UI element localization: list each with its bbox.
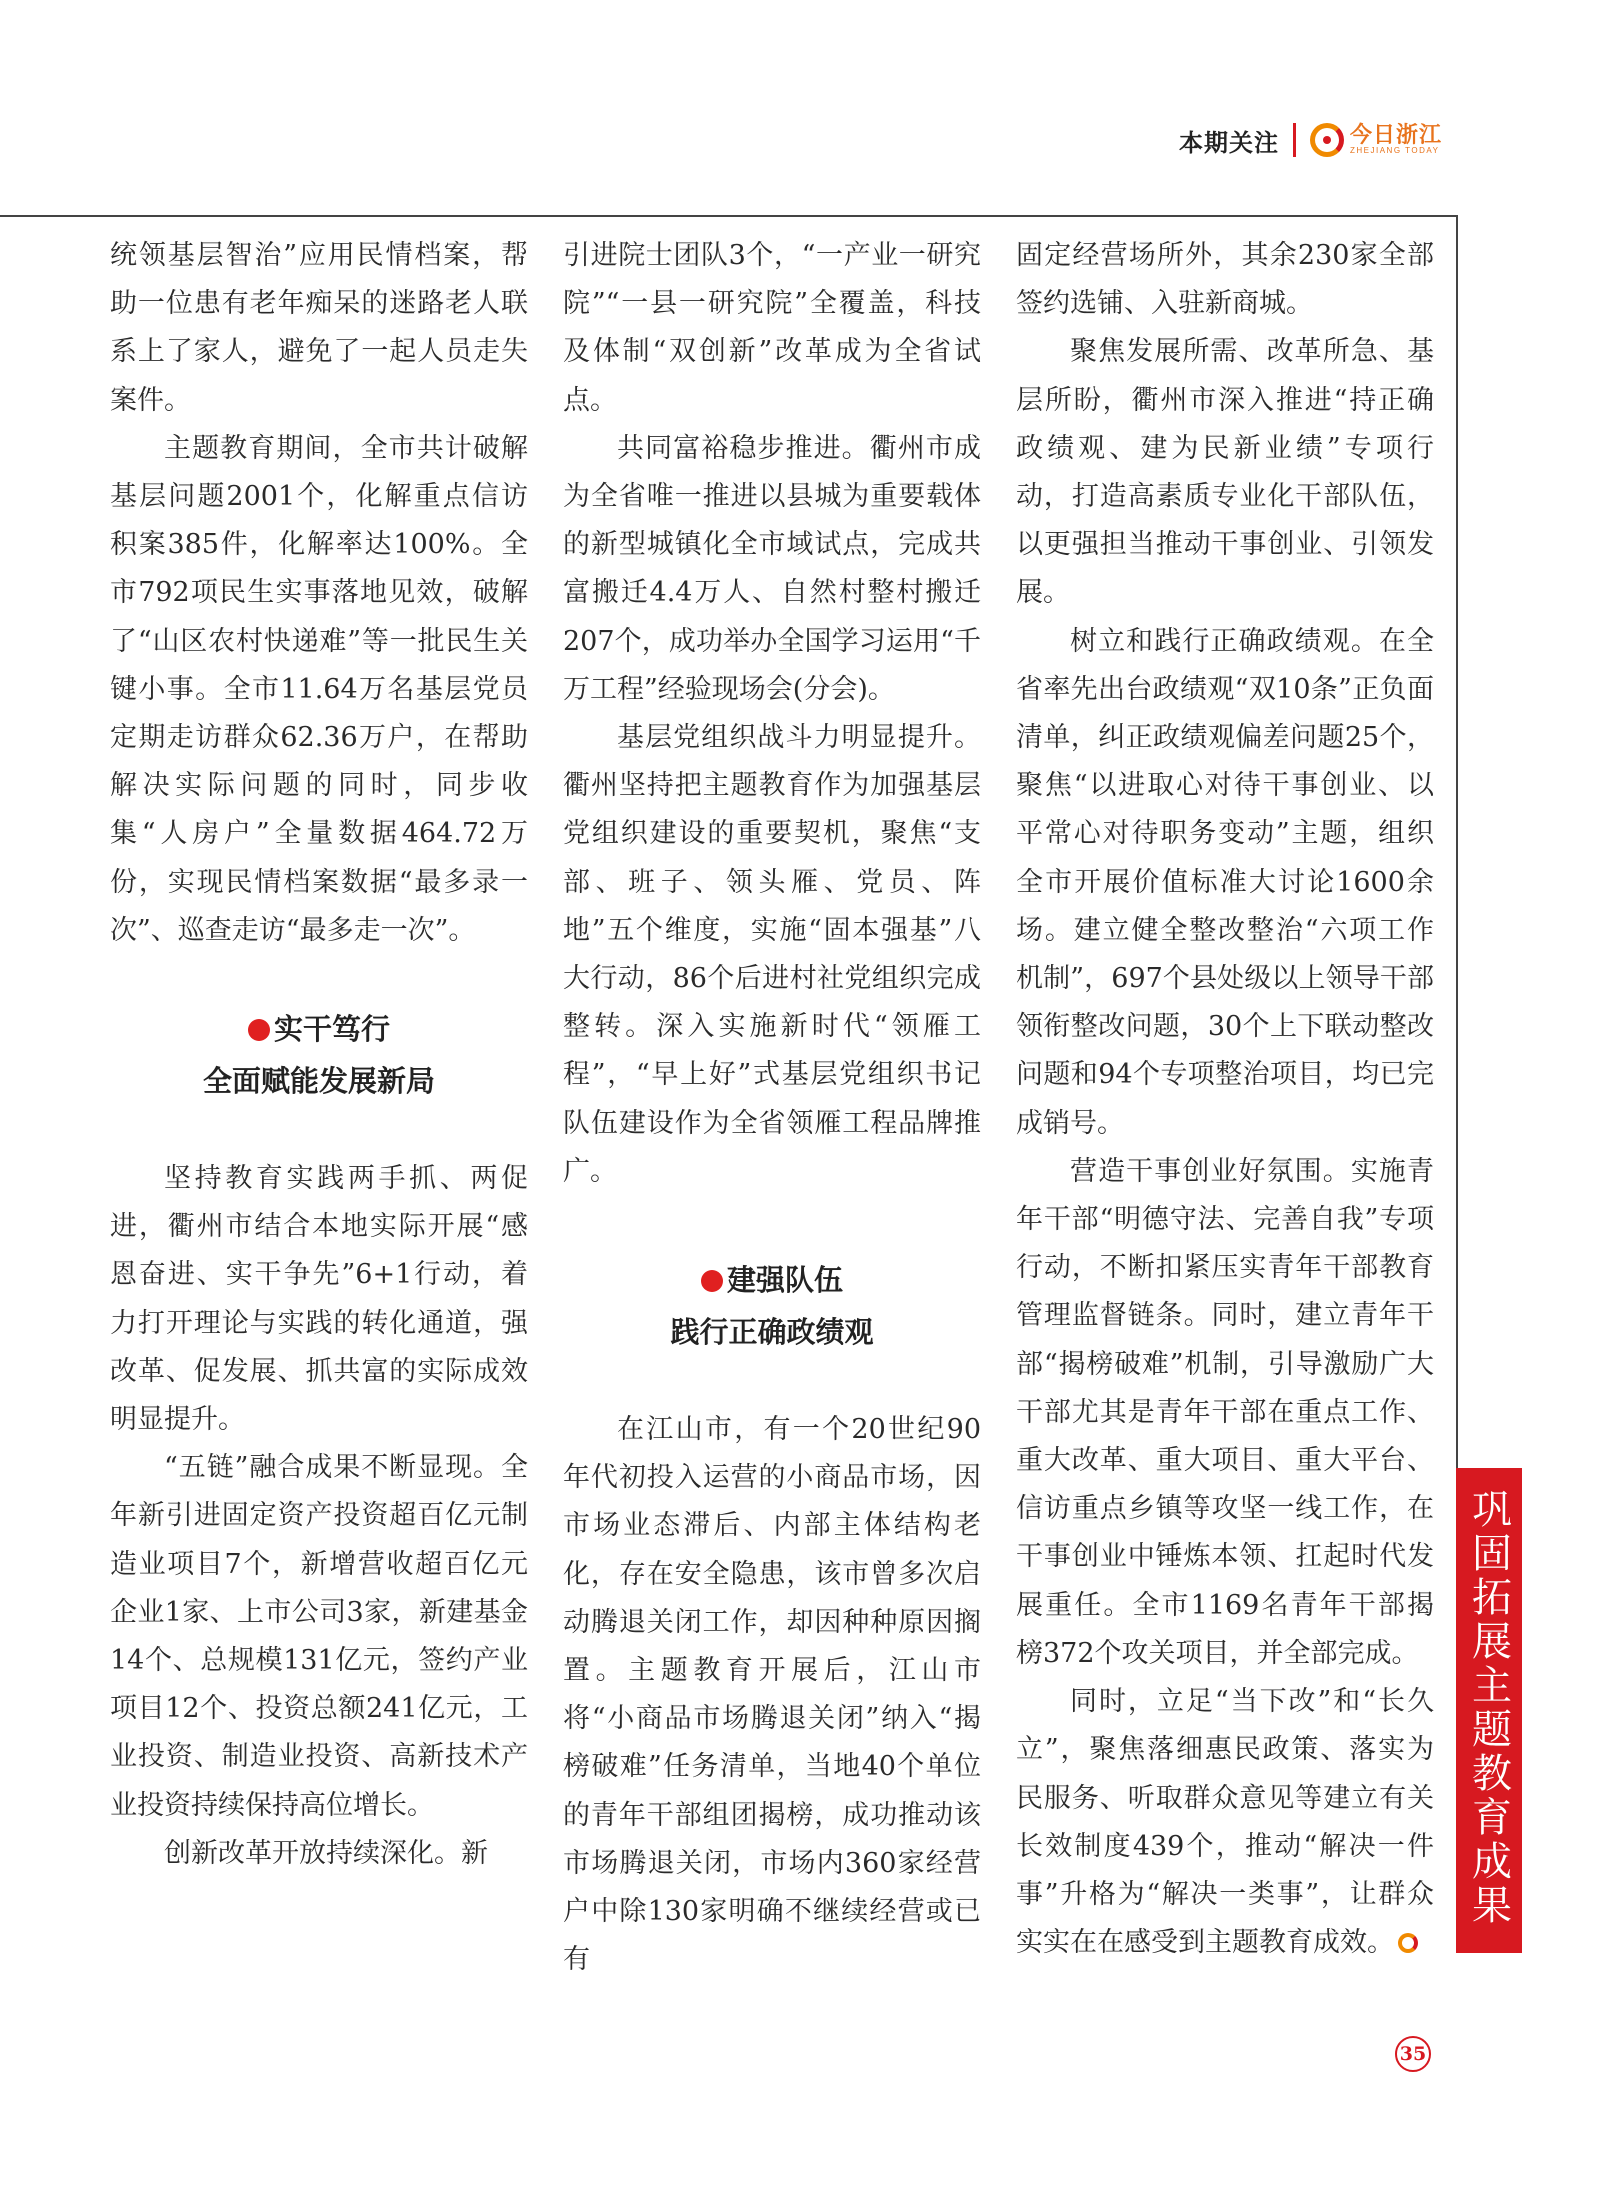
logo-english: ZHEJIANG TODAY	[1349, 146, 1440, 155]
subheading-line: 建强队伍	[726, 1263, 843, 1298]
end-mark-icon	[1398, 1933, 1418, 1953]
paragraph: 共同富裕稳步推进。衢州市成为全省唯一推进以县城为重要载体的新型城镇化全市域试点，完成共富搬迁4.4万人、自然村整村搬迁207个，成功举办全国学习运用“千万工程”经验现场会(分会)。	[563, 432, 981, 705]
paragraph: 创新改革开放持续深化。新	[164, 1837, 488, 1869]
paragraph: 引进院士团队3个，“一产业一研究院”“一县一研究院”全覆盖，科技及体制“双创新”改革成为全省试点。	[563, 240, 981, 416]
logo-chinese: 今日浙江	[1349, 123, 1442, 148]
paragraph: 基层党组织战斗力明显提升。衢州坚持把主题教育作为加强基层党组织建设的重要契机，聚焦“支部、班子、领头雁、党员、阵地”五个维度，实施“固本强基”八大行动，86个后进村社党组织完成整转。深入实施新时代“领雁工程”，“早上好”式基层党组织书记队伍建设作为全省领雁工程品牌推广。	[563, 722, 981, 1187]
right-rule	[1456, 215, 1458, 1470]
column-1	[110, 232, 528, 1878]
subheading-1	[110, 1003, 528, 1107]
paragraph: 树立和践行正确政绩观。在全省率先出台政绩观“双10条”正负面清单，纠正政绩观偏差问题25个，聚焦“以进取心对待干事创业、以平常心对待职务变动”主题，组织全市开展价值标准大讨论1600余场。建立健全整改整治“六项工作机制”，697个县处级以上领导干部领衔整改问题，30个上下联动整改问题和94个专项整治项目，均已完成销号。	[1016, 625, 1434, 1139]
paragraph: 主题教育期间，全市共计破解基层问题2001个，化解重点信访积案385件，化解率达100%。全市792项民生实事落地见效，破解了“山区农村快递难”等一批民生关键小事。全市11.64万名基层党员定期走访群众62.36万户，在帮助解决实际问题的同时，同步收集“人房户”全量数据464.72万份，实现民情档案数据“最多录一次”、巡查走访“最多走一次”。	[110, 432, 528, 946]
header-divider	[1293, 123, 1296, 157]
logo-text	[1350, 125, 1442, 155]
subheading-line: 实干笃行	[273, 1012, 390, 1047]
section-label: 本期关注	[1178, 128, 1279, 157]
red-dot-icon	[248, 1019, 270, 1041]
paragraph: 在江山市，有一个20世纪90年代初投入运营的小商品市场，因市场业态滞后、内部主体结构老化，存在安全隐患，该市曾多次启动腾退关闭工作，却因种种原因搁置。主题教育开展后，江山市将“小商品市场腾退关闭”纳入“揭榜破难”任务清单，当地40个单位的青年干部组团揭榜，成功推动该市场腾退关闭，市场内360家经营户中除130家明确不继续经营或已有	[563, 1414, 981, 1976]
paragraph: “五链”融合成果不断显现。全年新引进固定资产投资超百亿元制造业项目7个，新增营收超百亿元企业1家、上市公司3家，新建基金14个、总规模131亿元，签约产业项目12个、投资总额241亿元，工业投资、制造业投资、高新技术产业投资持续保持高位增长。	[110, 1452, 528, 1821]
page-number: 35	[1395, 2036, 1431, 2072]
top-rule	[0, 215, 1458, 217]
subheading-line: 践行正确政绩观	[670, 1315, 874, 1350]
paragraph: 固定经营场所外，其余230家全部签约选铺、入驻新商城。	[1016, 240, 1434, 320]
closing-text: 同时，立足“当下改”和“长久立”，聚焦落细惠民政策、落实为民服务、听取群众意见等建立有关长效制度439个，推动“解决一件事”升格为“解决一类事”，让群众实实在在感受到主题教育成效。	[1016, 1686, 1434, 1959]
subheading-2	[563, 1254, 981, 1358]
paragraph: 统领基层智治”应用民情档案，帮助一位患有老年痴呆的迷路老人联系上了家人，避免了一起人员走失案件。	[110, 240, 528, 416]
page-header	[1179, 118, 1442, 162]
paragraph: 坚持教育实践两手抓、两促进，衢州市结合本地实际开展“感恩奋进、实干争先”6+1行动，着力打开理论与实践的转化通道，强改革、促发展、抓共富的实际成效明显提升。	[110, 1163, 528, 1436]
column-2	[563, 232, 981, 1985]
logo-swirl-icon	[1310, 123, 1344, 157]
side-tab-text: 巩固拓展主题教育成果	[1465, 1488, 1512, 1928]
side-tab	[1456, 1468, 1522, 1953]
red-dot-icon	[701, 1270, 723, 1292]
subheading-line: 全面赋能发展新局	[202, 1064, 435, 1099]
column-3	[1016, 232, 1434, 1967]
paragraph	[1016, 1678, 1434, 1967]
magazine-logo	[1310, 123, 1442, 157]
paragraph: 营造干事创业好氛围。实施青年干部“明德守法、完善自我”专项行动，不断扣紧压实青年干部教育管理监督链条。同时，建立青年干部“揭榜破难”机制，引导激励广大干部尤其是青年干部在重点工作、重大改革、重大项目、重大平台、信访重点乡镇等攻坚一线工作，在干事创业中锤炼本领、扛起时代发展重任。全市1169名青年干部揭榜372个攻关项目，并全部完成。	[1016, 1155, 1434, 1669]
paragraph: 聚焦发展所需、改革所急、基层所盼，衢州市深入推进“持正确政绩观、建为民新业绩”专项行动，打造高素质专业化干部队伍，以更强担当推动干事创业、引领发展。	[1016, 336, 1434, 609]
